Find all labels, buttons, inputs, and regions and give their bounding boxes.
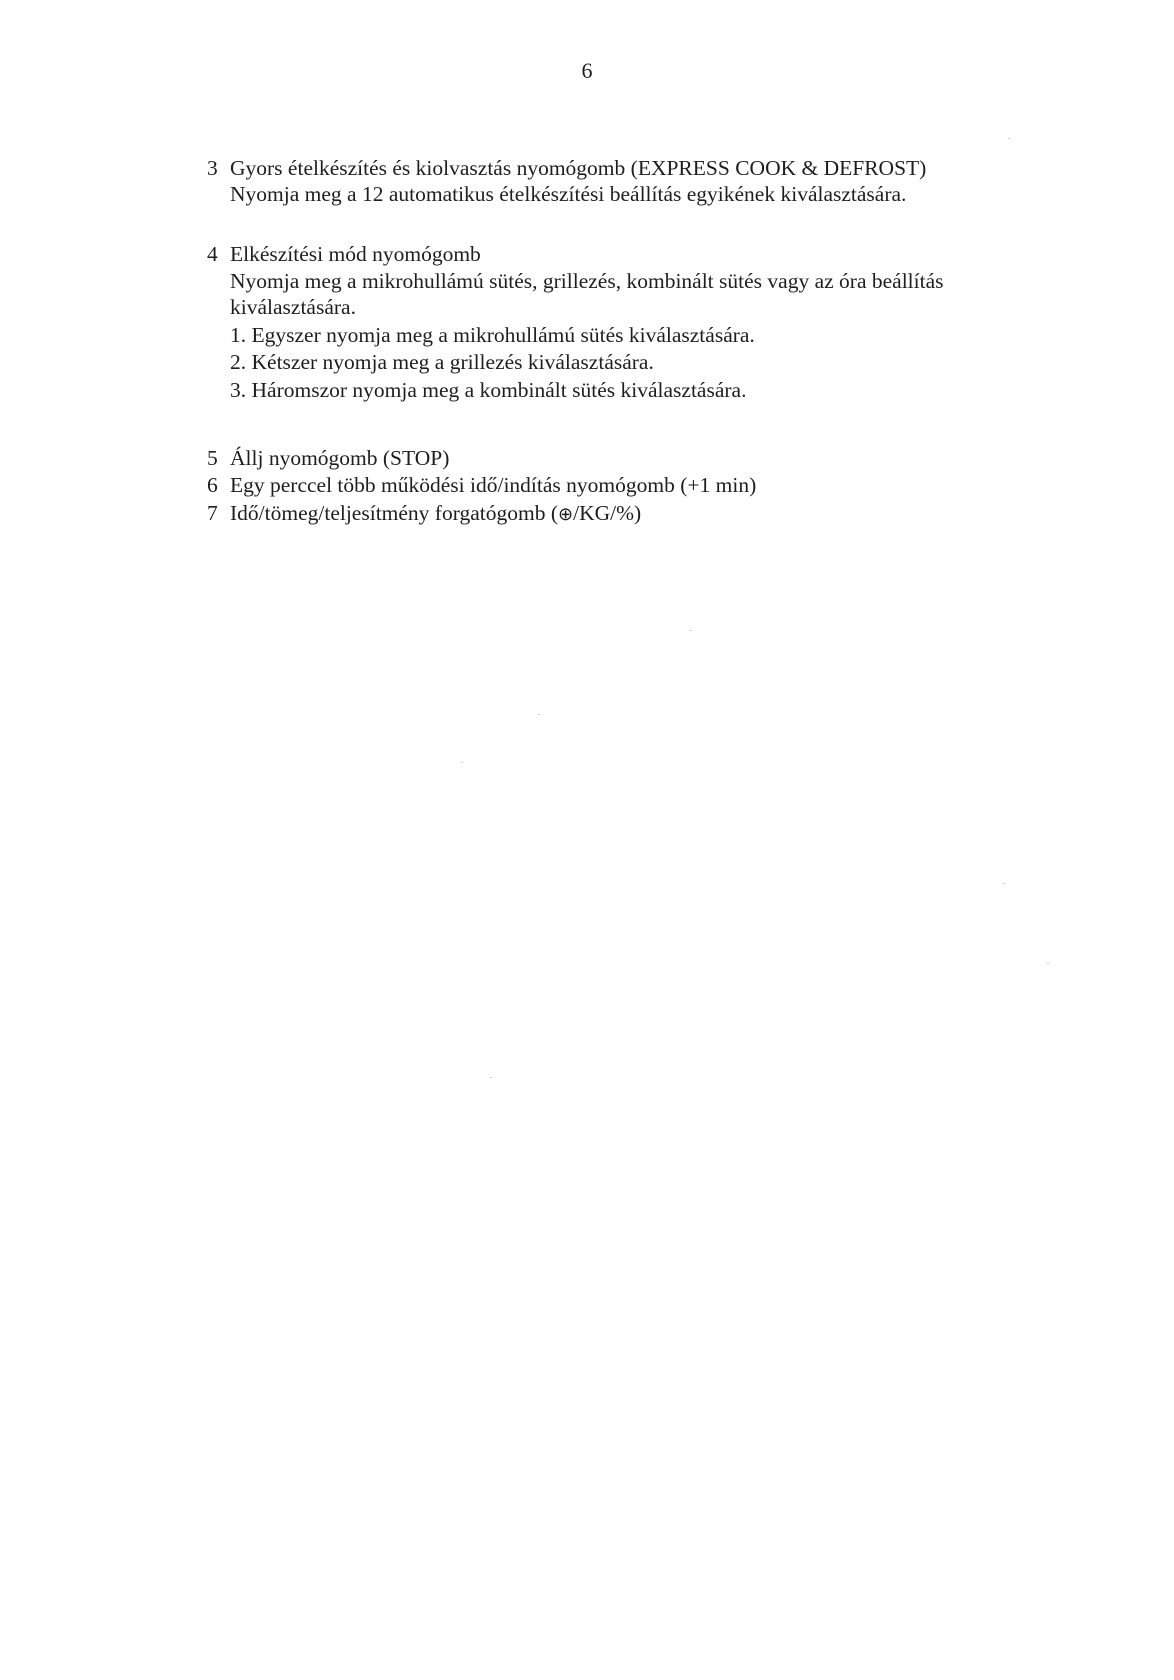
item-number: 4: [207, 242, 218, 266]
item-description: Nyomja meg a 12 automatikus ételkészítési beállítás egyikének kiválasztására.: [230, 182, 907, 206]
scan-speck: [1047, 963, 1049, 964]
step-2: 2. Kétszer nyomja meg a grillezés kiválasztására.: [230, 350, 654, 374]
step-3: 3. Háromszor nyomja meg a kombinált sütés kiválasztására.: [230, 378, 747, 402]
item-title: [230, 500, 641, 528]
page-number: 6: [581, 58, 593, 83]
scan-speck: [1003, 883, 1005, 884]
item-description: Nyomja meg a mikrohullámú sütés, grillezés, kombinált sütés vagy az óra beállítás: [230, 269, 944, 293]
scan-speck: [1008, 138, 1010, 139]
clock-icon: ⊕: [558, 504, 574, 525]
scan-speck: [538, 714, 540, 715]
item-number: 6: [207, 473, 218, 497]
item-title-prefix: Idő/tömeg/teljesítmény forgatógomb (: [230, 501, 559, 525]
item-title: Állj nyomógomb (STOP): [230, 446, 450, 470]
step-1: 1. Egyszer nyomja meg a mikrohullámú sütés kiválasztására.: [230, 323, 755, 347]
item-title: Elkészítési mód nyomógomb: [230, 242, 481, 266]
item-number: 3: [207, 156, 218, 180]
item-title: Gyors ételkészítés és kiolvasztás nyomógomb (EXPRESS COOK & DEFROST): [230, 156, 927, 180]
item-description: kiválasztására.: [230, 295, 356, 319]
item-title-suffix: /KG/%): [573, 501, 642, 525]
scan-speck: [690, 630, 692, 631]
item-number: 7: [207, 501, 218, 525]
item-title: Egy perccel több működési idő/indítás nyomógomb (+1 min): [230, 473, 757, 497]
scan-speck: [461, 762, 463, 763]
scan-speck: [490, 1077, 492, 1078]
item-number: 5: [207, 446, 218, 470]
